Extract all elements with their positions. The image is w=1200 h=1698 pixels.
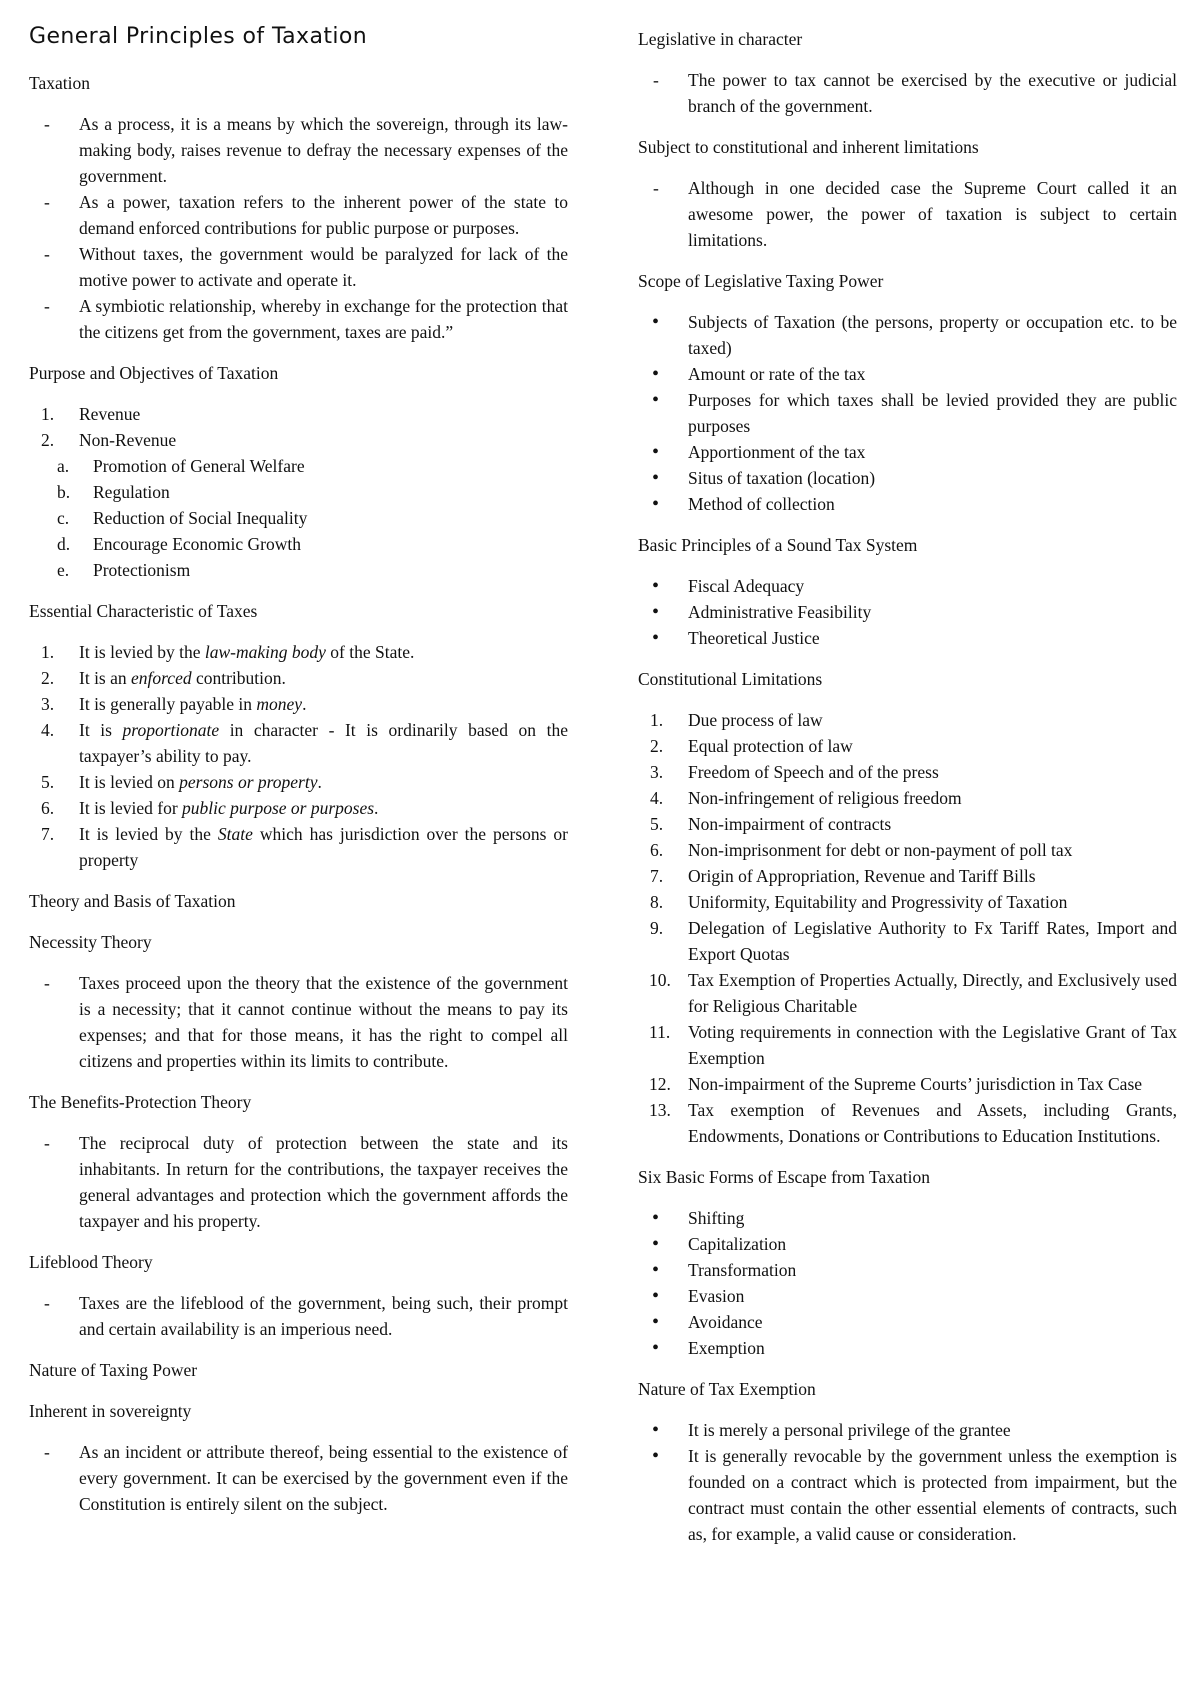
number-marker: 9. <box>650 918 664 938</box>
list-item: 1. Due process of law <box>638 707 1177 733</box>
list-subitem: c. Reduction of Social Inequality <box>29 505 568 531</box>
bullet-marker: • <box>652 575 660 597</box>
scope-list <box>638 309 1177 517</box>
exemption-list <box>638 1417 1177 1547</box>
list-item: • Amount or rate of the tax <box>652 363 866 385</box>
left-column <box>29 22 568 1532</box>
list-item: 13. Tax exemption of Revenues and Assets, including Grants, Endowments, Donations or Contributions to Education Institutions. <box>638 1097 1177 1149</box>
necessity-list <box>29 970 568 1074</box>
number-marker: 6. <box>650 840 664 860</box>
dash-marker: - <box>44 1442 50 1462</box>
number-marker: 2. <box>41 430 55 450</box>
list-item: - The power to tax cannot be exercised by the executive or judicial branch of the government. <box>638 67 1177 119</box>
number-marker: 3. <box>41 694 55 714</box>
list-item: 5. It is levied on persons or property. <box>29 769 568 795</box>
purpose-list <box>29 401 568 583</box>
number-marker: 10. <box>649 970 671 990</box>
section-heading-constitutional: Constitutional Limitations <box>638 669 823 689</box>
list-subitem: b. Regulation <box>29 479 568 505</box>
subheading-necessity: Necessity Theory <box>29 932 152 952</box>
constitutional-list <box>638 707 1177 1149</box>
list-item: 7. It is levied by the State which has jurisdiction over the persons or property <box>29 821 568 873</box>
section-heading-exemption: Nature of Tax Exemption <box>638 1379 816 1399</box>
list-item: - Taxes proceed upon the theory that the existence of the government is a necessity; that it cannot continue without the means to pay its expenses; and that for those means, it has the right to compel all citizens and properties within its limits to contribute. <box>29 970 568 1074</box>
number-marker: 1. <box>41 642 55 662</box>
list-item: - As a power, taxation refers to the inherent power of the state to demand enforced contributions for public purpose or purposes. <box>29 189 568 241</box>
number-marker: 5. <box>650 814 664 834</box>
list-item: 6. Non-imprisonment for debt or non-payment of poll tax <box>638 837 1177 863</box>
bullet-marker: • <box>652 627 660 649</box>
list-item: • Theoretical Justice <box>652 627 820 649</box>
number-marker: 1. <box>41 404 55 424</box>
bullet-marker: • <box>652 1337 660 1359</box>
bullet-marker: • <box>652 1233 660 1255</box>
number-marker: 11. <box>649 1022 671 1042</box>
dash-marker: - <box>653 178 659 198</box>
bullet-marker: • <box>652 1259 660 1281</box>
inherent-list <box>29 1439 568 1517</box>
list-item: 1. Revenue <box>29 401 568 427</box>
bullet-marker: • <box>652 441 660 463</box>
list-item: - As an incident or attribute thereof, being essential to the existence of every government. It can be exercised by the government even if the Constitution is entirely silent on the subject. <box>29 1439 568 1517</box>
bullet-marker: • <box>652 493 660 515</box>
number-marker: 13. <box>649 1100 671 1120</box>
section-heading-taxation: Taxation <box>29 73 90 93</box>
list-item: 3. It is generally payable in money. <box>29 691 568 717</box>
letter-marker: b. <box>57 482 71 502</box>
list-item: • It is generally revocable by the government unless the exemption is founded on a contract which is protected from impairment, but the contract must contain the other essential elements of contracts, such as, for example, a valid cause or consideration. <box>652 1445 1177 1544</box>
list-item: • Fiscal Adequacy <box>652 575 805 597</box>
document-title: General Principles of Taxation <box>29 24 368 49</box>
number-marker: 4. <box>41 720 55 740</box>
list-item: - A symbiotic relationship, whereby in exchange for the protection that the citizens get from the government, taxes are paid.” <box>29 293 568 345</box>
list-item: 1. It is levied by the law-making body of the State. <box>29 639 568 665</box>
number-marker: 7. <box>650 866 664 886</box>
bullet-marker: • <box>652 467 660 489</box>
list-item: 2. Equal protection of law <box>638 733 1177 759</box>
dash-marker: - <box>44 296 50 316</box>
section-heading-nature: Nature of Taxing Power <box>29 1360 198 1380</box>
list-item: 10. Tax Exemption of Properties Actually, Directly, and Exclusively used for Religious Charitable <box>638 967 1177 1019</box>
list-item: - Although in one decided case the Supreme Court called it an awesome power, the power of taxation is subject to certain limitations. <box>638 175 1177 253</box>
dash-marker: - <box>44 1133 50 1153</box>
bullet-marker: • <box>652 1311 660 1333</box>
list-item: • Administrative Feasibility <box>652 601 872 623</box>
section-heading-scope: Scope of Legislative Taxing Power <box>638 271 884 291</box>
number-marker: 2. <box>41 668 55 688</box>
list-item: • Apportionment of the tax <box>652 441 866 463</box>
letter-marker: c. <box>57 508 70 528</box>
list-item: 5. Non-impairment of contracts <box>638 811 1177 837</box>
list-item: 12. Non-impairment of the Supreme Courts’ jurisdiction in Tax Case <box>638 1071 1177 1097</box>
list-item: 9. Delegation of Legislative Authority to Fx Tariff Rates, Import and Export Quotas <box>638 915 1177 967</box>
escape-list <box>638 1205 1177 1361</box>
number-marker: 12. <box>649 1074 671 1094</box>
list-item: - Without taxes, the government would be paralyzed for lack of the motive power to activate and operate it. <box>29 241 568 293</box>
list-item: 2. Non-Revenue <box>29 427 568 453</box>
number-marker: 5. <box>41 772 55 792</box>
taxation-list <box>29 111 568 345</box>
dash-marker: - <box>44 973 50 993</box>
list-item: • Exemption <box>652 1337 765 1359</box>
legislative-list <box>638 67 1177 119</box>
section-heading-theory: Theory and Basis of Taxation <box>29 891 236 911</box>
list-item: • Situs of taxation (location) <box>652 467 876 489</box>
number-marker: 3. <box>650 762 664 782</box>
number-marker: 8. <box>650 892 664 912</box>
list-item: - As a process, it is a means by which the sovereign, through its law-making body, raises revenue to defray the necessary expenses of the government. <box>29 111 568 189</box>
list-item: 3. Freedom of Speech and of the press <box>638 759 1177 785</box>
bullet-marker: • <box>652 1207 660 1229</box>
list-item: 7. Origin of Appropriation, Revenue and Tariff Bills <box>638 863 1177 889</box>
section-heading-essential: Essential Characteristic of Taxes <box>29 601 258 621</box>
list-item: • Subjects of Taxation (the persons, property or occupation etc. to be taxed) <box>652 311 1177 358</box>
section-heading-purpose: Purpose and Objectives of Taxation <box>29 363 279 383</box>
right-column <box>638 26 1177 1562</box>
section-heading-basic-principles: Basic Principles of a Sound Tax System <box>638 535 918 555</box>
list-item: • Transformation <box>652 1259 797 1281</box>
bullet-marker: • <box>652 311 660 333</box>
section-heading-escape: Six Basic Forms of Escape from Taxation <box>638 1167 931 1187</box>
subheading-inherent: Inherent in sovereignty <box>29 1401 192 1421</box>
list-item: • Purposes for which taxes shall be levied provided they are public purposes <box>652 389 1177 436</box>
number-marker: 4. <box>650 788 664 808</box>
list-item: • Capitalization <box>652 1233 787 1255</box>
list-subitem: d. Encourage Economic Growth <box>29 531 568 557</box>
number-marker: 2. <box>650 736 664 756</box>
list-item: • It is merely a personal privilege of the grantee <box>652 1419 1011 1441</box>
list-item: 4. Non-infringement of religious freedom <box>638 785 1177 811</box>
dash-marker: - <box>44 1293 50 1313</box>
number-marker: 1. <box>650 710 664 730</box>
basic-principles-list <box>638 573 1177 651</box>
list-item: • Method of collection <box>652 493 835 515</box>
bullet-marker: • <box>652 1445 660 1467</box>
list-item: 11. Voting requirements in connection with the Legislative Grant of Tax Exemption <box>638 1019 1177 1071</box>
essential-list <box>29 639 568 873</box>
bullet-marker: • <box>652 601 660 623</box>
bullet-marker: • <box>652 389 660 411</box>
list-item: • Evasion <box>652 1285 745 1307</box>
subheading-benefits: The Benefits-Protection Theory <box>29 1092 252 1112</box>
list-item: • Avoidance <box>652 1311 763 1333</box>
bullet-marker: • <box>652 1419 660 1441</box>
dash-marker: - <box>653 70 659 90</box>
limitations-list <box>638 175 1177 253</box>
subheading-limitations: Subject to constitutional and inherent limitations <box>638 137 979 157</box>
dash-marker: - <box>44 244 50 264</box>
list-item: 4. It is proportionate in character - It is ordinarily based on the taxpayer’s ability to pay. <box>29 717 568 769</box>
number-marker: 7. <box>41 824 55 844</box>
list-item: 2. It is an enforced contribution. <box>29 665 568 691</box>
dash-marker: - <box>44 114 50 134</box>
list-item: - Taxes are the lifeblood of the government, being such, their prompt and certain availability is an imperious need. <box>29 1290 568 1342</box>
list-item: 8. Uniformity, Equitability and Progressivity of Taxation <box>638 889 1177 915</box>
subheading-lifeblood: Lifeblood Theory <box>29 1252 153 1272</box>
list-subitem: e. Protectionism <box>29 557 568 583</box>
list-item: - The reciprocal duty of protection between the state and its inhabitants. In return for the contributions, the taxpayer receives the general advantages and protection which the government affords the taxpayer and his property. <box>29 1130 568 1234</box>
list-item: 6. It is levied for public purpose or purposes. <box>29 795 568 821</box>
lifeblood-list <box>29 1290 568 1342</box>
bullet-marker: • <box>652 1285 660 1307</box>
number-marker: 6. <box>41 798 55 818</box>
letter-marker: a. <box>57 456 70 476</box>
list-item: • Shifting <box>652 1207 745 1229</box>
list-subitem: a. Promotion of General Welfare <box>29 453 568 479</box>
subheading-legislative: Legislative in character <box>638 29 803 49</box>
benefits-list <box>29 1130 568 1234</box>
bullet-marker: • <box>652 363 660 385</box>
letter-marker: e. <box>57 560 70 580</box>
dash-marker: - <box>44 192 50 212</box>
letter-marker: d. <box>57 534 71 554</box>
